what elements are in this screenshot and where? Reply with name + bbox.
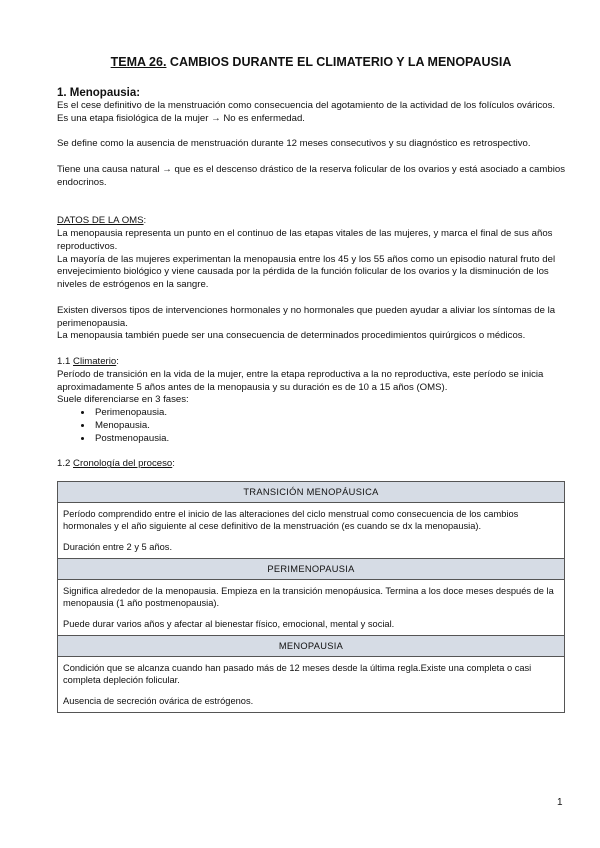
cronologia-label: Cronología del proceso [73, 458, 173, 470]
paragraph: Suele diferenciarse en 3 fases: [57, 394, 189, 406]
list-item: • Perimenopausia. [93, 407, 565, 420]
table-cell [58, 580, 565, 636]
cell-text: Duración entre 2 y 5 años. [63, 542, 173, 553]
paragraph: Período de transición en la vida de la mujer, entre la etapa reproductiva a la no reproductiva, este período se inicia aproximadamente 5 años antes de la menopausia y su duración es de 10 a 15 años (OMS). [57, 368, 544, 393]
table-header-cell: MENOPAUSIA [58, 636, 565, 657]
cell-text: Período comprendido entre el inicio de las alteraciones del ciclo menstrual como consecuencia de los cambios hormonales y el año siguiente al cese definitivo de la menstruación (es cuando se dx la menopausia). [63, 509, 519, 532]
table-row [58, 580, 565, 636]
paragraph: Existen diversos tipos de intervenciones hormonales y no hormonales que pueden ayudar a aliviar los síntomas de la perimenopausia. [57, 304, 556, 329]
climaterio-heading [57, 356, 565, 369]
paragraph: La mayoría de las mujeres experimentan la menopausia entre los 45 y los 55 años como un episodio natural fruto del envejecimiento biológico y viene causada por la pérdida de la función folicular de los ovarios y la disminución de los niveles de estrógenos en la sangre. [57, 253, 556, 291]
oms-heading [57, 215, 565, 228]
chronology-table [57, 481, 565, 713]
climaterio-label: Climaterio [73, 355, 117, 367]
list-item: • Postmenopausia. [93, 433, 565, 446]
page-number: 1 [557, 797, 563, 808]
table-row [58, 657, 565, 713]
list-item: • Menopausia. [93, 420, 565, 433]
paragraph: Se define como la ausencia de menstruación durante 12 meses consecutivos y su diagnóstico es retrospectivo. [57, 138, 531, 150]
climaterio-number: 1.1 [57, 355, 74, 367]
paragraph: Tiene una causa natural → que es el descenso drástico de la reserva folicular de los ovarios y está asociado a cambios endocrinos. [57, 163, 565, 188]
cell-text: Ausencia de secreción ovárica de estrógenos. [63, 696, 254, 707]
oms-heading-colon: : [143, 215, 147, 227]
page-title [57, 55, 565, 69]
cronologia-heading [57, 458, 565, 471]
document-page [57, 55, 565, 713]
cell-text: Significa alrededor de la menopausia. Empieza en la transición menopáusica. Termina a los doce meses después de la menopausia (1 año postmenopausia). [63, 586, 554, 609]
title-label: TEMA 26. [110, 55, 167, 69]
cronologia-colon: : [172, 458, 175, 470]
table-row [58, 482, 565, 503]
cell-text: Condición que se alcanza cuando han pasado más de 12 meses desde la última regla.Existe una completa o casi completa depleción folicular. [63, 663, 532, 686]
table-header-cell: PERIMENOPAUSIA [58, 559, 565, 580]
climaterio-colon: : [116, 355, 119, 367]
oms-heading-label: DATOS DE LA OMS [57, 215, 144, 227]
cronologia-number: 1.2 [57, 458, 74, 470]
paragraph: Es el cese definitivo de la menstruación como consecuencia del agotamiento de la actividad de los folículos ováricos. [57, 100, 556, 111]
table-row [58, 636, 565, 657]
title-text: CAMBIOS DURANTE EL CLIMATERIO Y LA MENOPAUSIA [166, 55, 512, 69]
table-row [58, 503, 565, 559]
table-header-cell: TRANSICIÓN MENOPÁUSICA [58, 482, 565, 503]
table-cell [58, 503, 565, 559]
phases-list [57, 407, 565, 445]
paragraph: La menopausia también puede ser una consecuencia de determinados procedimientos quirúrgicos o médicos. [57, 330, 526, 342]
section-heading-menopausia: 1. Menopausia: [57, 87, 141, 99]
paragraph: La menopausia representa un punto en el continuo de las etapas vitales de las mujeres, y marca el final de sus años reproductivos. [57, 227, 553, 252]
paragraph: Es una etapa fisiológica de la mujer → No es enfermedad. [57, 112, 305, 124]
table-cell [58, 657, 565, 713]
cell-text: Puede durar varios años y afectar al bienestar físico, emocional, mental y social. [63, 619, 395, 630]
table-row [58, 559, 565, 580]
